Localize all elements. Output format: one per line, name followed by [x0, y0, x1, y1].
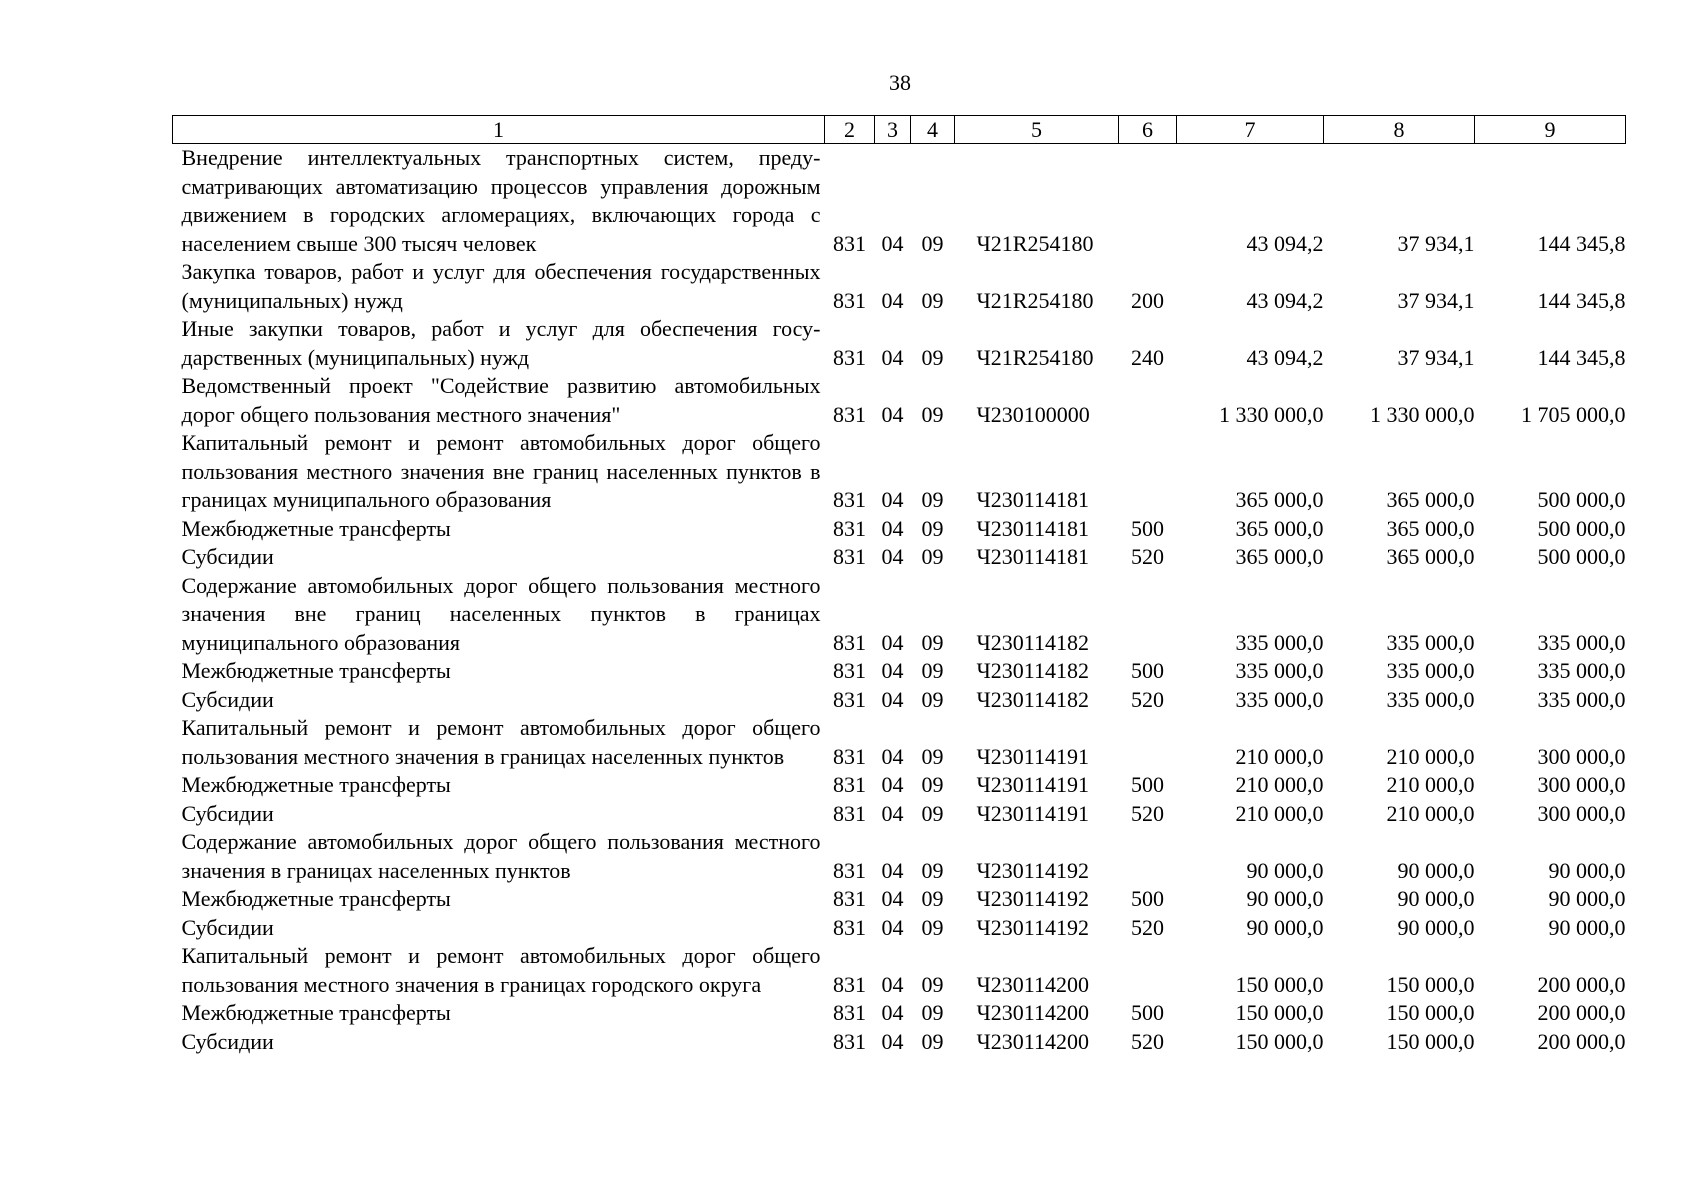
target-article-code: Ч230114192: [976, 886, 1089, 911]
target-article-code: Ч230114182: [976, 686, 1089, 712]
amount-col-9: 144 345,8: [1537, 230, 1626, 256]
amount-col-9: 144 345,8: [1537, 344, 1626, 370]
subsection-code: 09: [921, 686, 944, 712]
amount-col-8: 210 000,0: [1386, 772, 1475, 797]
ministry-code: 831: [833, 914, 866, 940]
target-article-code: Ч230114182: [976, 629, 1089, 655]
table-row: [173, 686, 1626, 715]
amount-col-7: 210 000,0: [1235, 772, 1324, 797]
subsection-code: 09: [921, 487, 944, 512]
ministry-code: 831: [833, 544, 866, 569]
subsection-code: 09: [921, 857, 944, 883]
row-name: Субсидии: [181, 914, 274, 940]
amount-col-9: 500 000,0: [1537, 544, 1626, 569]
amount-col-7: 210 000,0: [1235, 743, 1324, 769]
target-article-code: Ч230114200: [976, 971, 1089, 997]
amount-col-8: 150 000,0: [1386, 1028, 1475, 1054]
ministry-code: 831: [833, 401, 866, 427]
amount-col-9: 200 000,0: [1537, 1028, 1626, 1054]
budget-table: [172, 115, 1626, 1056]
amount-col-9: 90 000,0: [1548, 914, 1626, 940]
expense-type-code: 500: [1131, 515, 1164, 541]
amount-col-7: 335 000,0: [1235, 629, 1324, 655]
subsection-code: 09: [921, 772, 944, 797]
expense-type-code: [1119, 144, 1177, 259]
amount-col-8: 365 000,0: [1386, 544, 1475, 569]
row-name: Межбюджетные трансферты: [181, 515, 451, 541]
amount-col-7: 150 000,0: [1235, 1000, 1324, 1025]
amount-col-9: 90 000,0: [1548, 857, 1626, 883]
subsection-code: 09: [921, 886, 944, 911]
amount-col-8: 90 000,0: [1397, 886, 1475, 911]
amount-col-8: 365 000,0: [1386, 487, 1475, 512]
amount-col-8: 90 000,0: [1397, 857, 1475, 883]
header-cell-6: 6: [1119, 116, 1177, 144]
row-name: Содержание автомобильных дорог общего пользования местного значения в границах населенных пунктов: [181, 829, 821, 883]
expense-type-code: 520: [1131, 914, 1164, 940]
ministry-code: 831: [833, 686, 866, 712]
row-name: Ведомственный проект "Содействие развитию автомобильных дорог общего пользования местного значения": [181, 373, 821, 427]
amount-col-7: 335 000,0: [1235, 658, 1324, 683]
table-row: [173, 828, 1626, 885]
table-row: [173, 800, 1626, 829]
amount-col-7: 210 000,0: [1235, 800, 1324, 826]
amount-col-7: 150 000,0: [1235, 971, 1324, 997]
target-article-code: Ч21R254180: [976, 344, 1094, 370]
table-body: [173, 144, 1626, 1057]
target-article-code: Ч230114200: [976, 1000, 1089, 1025]
section-code: 04: [881, 743, 904, 769]
expense-type-code: 520: [1131, 800, 1164, 826]
ministry-code: 831: [833, 344, 866, 370]
target-article-code: Ч230114181: [976, 487, 1089, 512]
amount-col-8: 335 000,0: [1386, 686, 1475, 712]
row-name: Капитальный ремонт и ремонт автомобильных дорог общего пользования местного значения в границах населенных пунктов: [181, 715, 821, 769]
amount-col-8: 90 000,0: [1397, 914, 1475, 940]
expense-type-code: [1119, 372, 1177, 429]
ministry-code: 831: [833, 772, 866, 797]
subsection-code: 09: [921, 914, 944, 940]
table-row: [173, 1028, 1626, 1057]
expense-type-code: 520: [1131, 544, 1164, 569]
table-row: [173, 515, 1626, 544]
table-row: [173, 572, 1626, 658]
amount-col-9: 500 000,0: [1537, 515, 1626, 541]
amount-col-7: 365 000,0: [1235, 515, 1324, 541]
row-name: Межбюджетные трансферты: [181, 772, 451, 797]
row-name: Иные закупки товаров, работ и услуг для обеспечения государственных (муниципальных) нужд: [181, 316, 821, 370]
page-number: 38: [889, 70, 911, 95]
header-cell-2: 2: [825, 116, 875, 144]
amount-col-9: 144 345,8: [1537, 287, 1626, 313]
subsection-code: 09: [921, 515, 944, 541]
row-name: Капитальный ремонт и ремонт автомобильных дорог общего пользования местного значения в границах городского округа: [181, 943, 821, 997]
amount-col-8: 210 000,0: [1386, 743, 1475, 769]
row-name: Внедрение интеллектуальных транспортных систем, предусматривающих автоматизацию процессов управления дорожным движением в городских агломерациях, включающих города с населением свыше 300 тысяч человек: [181, 145, 821, 256]
header-row: [173, 116, 1626, 144]
section-code: 04: [881, 886, 904, 911]
section-code: 04: [881, 971, 904, 997]
expense-type-code: 500: [1131, 886, 1164, 911]
row-name: Субсидии: [181, 1028, 274, 1054]
target-article-code: Ч230114191: [976, 800, 1089, 826]
ministry-code: 831: [833, 971, 866, 997]
amount-col-9: 335 000,0: [1537, 629, 1626, 655]
expense-type-code: 500: [1131, 1000, 1164, 1025]
target-article-code: Ч21R254180: [976, 230, 1094, 256]
row-name: Субсидии: [181, 800, 274, 826]
amount-col-9: 300 000,0: [1537, 800, 1626, 826]
subsection-code: 09: [921, 287, 944, 313]
section-code: 04: [881, 287, 904, 313]
header-cell-7: 7: [1177, 116, 1324, 144]
subsection-code: 09: [921, 1000, 944, 1025]
table-row: [173, 999, 1626, 1028]
expense-type-code: 500: [1131, 658, 1164, 683]
subsection-code: 09: [921, 401, 944, 427]
target-article-code: Ч230114191: [976, 743, 1089, 769]
target-article-code: Ч230114181: [976, 515, 1089, 541]
section-code: 04: [881, 686, 904, 712]
amount-col-8: 37 934,1: [1397, 344, 1475, 370]
amount-col-8: 365 000,0: [1386, 515, 1475, 541]
subsection-code: 09: [921, 971, 944, 997]
subsection-code: 09: [921, 1028, 944, 1054]
table-row: [173, 429, 1626, 515]
section-code: 04: [881, 515, 904, 541]
amount-col-9: 335 000,0: [1537, 686, 1626, 712]
amount-col-8: 1 330 000,0: [1370, 401, 1475, 427]
amount-col-8: 210 000,0: [1386, 800, 1475, 826]
ministry-code: 831: [833, 629, 866, 655]
section-code: 04: [881, 344, 904, 370]
row-name: Капитальный ремонт и ремонт автомобильных дорог общего пользования местного значения вне границ населенных пунктов в границах муниципального образования: [181, 430, 821, 512]
amount-col-7: 43 094,2: [1246, 230, 1324, 256]
target-article-code: Ч230114182: [976, 658, 1089, 683]
target-article-code: Ч230100000: [976, 401, 1090, 427]
section-code: 04: [881, 1028, 904, 1054]
expense-type-code: 240: [1131, 344, 1164, 370]
table-row: [173, 315, 1626, 372]
ministry-code: 831: [833, 230, 866, 256]
amount-col-9: 335 000,0: [1537, 658, 1626, 683]
amount-col-7: 43 094,2: [1246, 287, 1324, 313]
section-code: 04: [881, 914, 904, 940]
section-code: 04: [881, 1000, 904, 1025]
row-name: Содержание автомобильных дорог общего пользования местного значения вне границ населенных пунктов в границах муниципального образования: [181, 572, 821, 655]
target-article-code: Ч230114192: [976, 914, 1089, 940]
section-code: 04: [881, 544, 904, 569]
table-row: [173, 543, 1626, 572]
amount-col-7: 1 330 000,0: [1219, 401, 1324, 427]
ministry-code: 831: [833, 1000, 866, 1025]
expense-type-code: [1119, 828, 1177, 885]
ministry-code: 831: [833, 800, 866, 826]
expense-type-code: [1119, 572, 1177, 658]
subsection-code: 09: [921, 629, 944, 655]
row-name: Закупка товаров, работ и услуг для обеспечения государственных (муниципальных) нужд: [181, 259, 821, 313]
expense-type-code: [1119, 714, 1177, 771]
header-cell-8: 8: [1324, 116, 1475, 144]
subsection-code: 09: [921, 544, 944, 569]
table-row: [173, 372, 1626, 429]
row-name: Субсидии: [181, 686, 274, 712]
subsection-code: 09: [921, 658, 944, 683]
subsection-code: 09: [921, 344, 944, 370]
ministry-code: 831: [833, 287, 866, 313]
amount-col-9: 90 000,0: [1548, 886, 1626, 911]
amount-col-8: 150 000,0: [1386, 971, 1475, 997]
row-name: Субсидии: [181, 544, 274, 569]
target-article-code: Ч230114191: [976, 772, 1089, 797]
table-row: [173, 914, 1626, 943]
ministry-code: 831: [833, 658, 866, 683]
table-row: [173, 657, 1626, 686]
ministry-code: 831: [833, 857, 866, 883]
target-article-code: Ч230114192: [976, 857, 1089, 883]
section-code: 04: [881, 230, 904, 256]
amount-col-8: 150 000,0: [1386, 1000, 1475, 1025]
amount-col-7: 365 000,0: [1235, 544, 1324, 569]
expense-type-code: [1119, 942, 1177, 999]
header-cell-5: 5: [955, 116, 1119, 144]
section-code: 04: [881, 772, 904, 797]
amount-col-8: 335 000,0: [1386, 658, 1475, 683]
section-code: 04: [881, 800, 904, 826]
section-code: 04: [881, 629, 904, 655]
table-row: [173, 885, 1626, 914]
amount-col-7: 335 000,0: [1235, 686, 1324, 712]
expense-type-code: 520: [1131, 686, 1164, 712]
amount-col-9: 300 000,0: [1537, 743, 1626, 769]
header-cell-4: 4: [911, 116, 955, 144]
table-row: [173, 144, 1626, 259]
amount-col-7: 90 000,0: [1246, 914, 1324, 940]
section-code: 04: [881, 658, 904, 683]
amount-col-8: 335 000,0: [1386, 629, 1475, 655]
amount-col-9: 500 000,0: [1537, 487, 1626, 512]
amount-col-7: 365 000,0: [1235, 487, 1324, 512]
table-row: [173, 771, 1626, 800]
expense-type-code: 520: [1131, 1028, 1164, 1054]
expense-type-code: [1119, 429, 1177, 515]
section-code: 04: [881, 857, 904, 883]
subsection-code: 09: [921, 743, 944, 769]
row-name: Межбюджетные трансферты: [181, 886, 451, 911]
header-cell-3: 3: [875, 116, 911, 144]
table-row: [173, 714, 1626, 771]
amount-col-9: 1 705 000,0: [1521, 401, 1626, 427]
amount-col-9: 200 000,0: [1537, 1000, 1626, 1025]
target-article-code: Ч230114181: [976, 544, 1089, 569]
subsection-code: 09: [921, 800, 944, 826]
row-name: Межбюджетные трансферты: [181, 1000, 451, 1025]
target-article-code: Ч230114200: [976, 1028, 1089, 1054]
amount-col-9: 300 000,0: [1537, 772, 1626, 797]
amount-col-8: 37 934,1: [1397, 230, 1475, 256]
ministry-code: 831: [833, 886, 866, 911]
ministry-code: 831: [833, 487, 866, 512]
header-cell-9: 9: [1475, 116, 1626, 144]
table-row: [173, 942, 1626, 999]
ministry-code: 831: [833, 515, 866, 541]
amount-col-7: 43 094,2: [1246, 344, 1324, 370]
section-code: 04: [881, 487, 904, 512]
row-name: Межбюджетные трансферты: [181, 658, 451, 683]
amount-col-8: 37 934,1: [1397, 287, 1475, 313]
subsection-code: 09: [921, 230, 944, 256]
table-row: [173, 258, 1626, 315]
amount-col-7: 90 000,0: [1246, 886, 1324, 911]
ministry-code: 831: [833, 1028, 866, 1054]
target-article-code: Ч21R254180: [976, 287, 1094, 313]
amount-col-7: 150 000,0: [1235, 1028, 1324, 1054]
amount-col-7: 90 000,0: [1246, 857, 1324, 883]
expense-type-code: 500: [1131, 772, 1164, 797]
expense-type-code: 200: [1131, 287, 1164, 313]
amount-col-9: 200 000,0: [1537, 971, 1626, 997]
section-code: 04: [881, 401, 904, 427]
header-cell-1: 1: [173, 116, 825, 144]
ministry-code: 831: [833, 743, 866, 769]
